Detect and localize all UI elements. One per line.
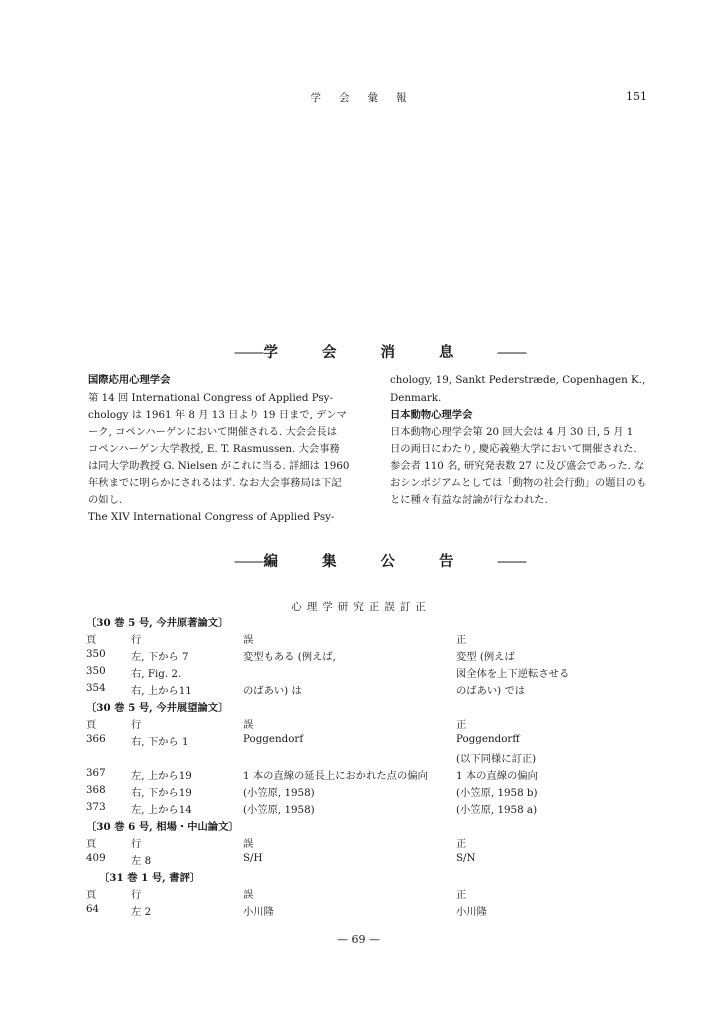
row-wrong: S/H [243,852,263,864]
right-col-line: chology, 19, Sankt Pederstræde, Copenhagen K., [390,374,646,386]
row-wrong: 1 本の直線の延長上におかれた点の偏向 [243,770,428,782]
row-right: 図全体を上下逆転させる [456,668,570,680]
col-header-line: 行 [131,634,142,646]
page-number: 151 [626,90,647,103]
left-col-line: chology は 1961 年 8 月 13 日より 19 日まで, デンマ [88,409,347,421]
row-right: (小笠原, 1958 a) [456,804,538,816]
row-right: (小笠原, 1958 b) [456,787,538,799]
errata-section-label [0,614,717,630]
col-header-right: 正 [456,719,467,731]
row-page: 366 [86,733,106,745]
col-header-page: 頁 [86,838,97,850]
left-col-line: コペンハーゲン大学教授, E. T. Rasmussen. 大会事務 [88,443,340,455]
section-title-editorial: ――編集公告―― [234,553,527,570]
left-col-line: 第 14 回 International Congress of Applied Psy- [88,392,333,404]
row-line: 左 8 [131,855,152,867]
col-header-page: 頁 [86,719,97,731]
col-header-line: 行 [131,719,142,731]
errata-row [0,750,717,766]
errata-column-header-row [0,886,717,902]
left-col-line: の如し. [88,494,123,506]
row-line: 左, 上から14 [131,804,192,816]
row-page: 354 [86,682,106,694]
col-header-wrong: 誤 [243,719,254,731]
col-header-line: 行 [131,838,142,850]
errata-section-label [0,699,717,715]
left-col-line: は同大学助教授 G. Nielsen がこれに当る. 詳細は 1960 [88,460,350,472]
row-line: 右, Fig. 2. [131,668,182,680]
row-wrong: 変型もある (例えば, [243,651,336,663]
row-right: 1 本の直線の偏向 [456,770,538,782]
col-header-right: 正 [456,889,467,901]
row-page: 409 [86,852,106,864]
row-right: のばあい) では [456,685,526,697]
row-right: Poggendorff [456,733,520,745]
section-label-text: 〔31 巻 1 号, 書評〕 [99,872,201,884]
row-page: 64 [86,903,100,915]
errata-section-label [0,818,717,834]
row-wrong: (小笠原, 1958) [243,804,315,816]
row-page: 367 [86,767,106,779]
col-header-wrong: 誤 [243,634,254,646]
right-col-line: 参会者 110 名, 研究発表数 27 に及び盛会であった. な [390,460,645,472]
left-col-line: The XIV International Congress of Applied Psy- [88,511,335,523]
right-col-line: Denmark. [390,392,442,404]
row-page: 350 [86,648,106,660]
row-right: 変型 (例えば [456,651,515,663]
running-header-title: 学会彙報 [310,92,425,104]
col-header-right: 正 [456,838,467,850]
row-wrong: (小笠原, 1958) [243,787,315,799]
errata-row [0,784,717,800]
footer-page-number: — 69 — [337,933,380,946]
left-col-line: ーク, コペンハーゲンにおいて開催される. 大会会長は [88,426,337,438]
row-page: 373 [86,801,106,813]
row-wrong: のばあい) は [243,685,302,697]
section-label-text: 〔30 巻 6 号, 相場・中山論文〕 [86,821,239,833]
right-col-line: 日本動物心理学会 [390,409,473,421]
col-header-line: 行 [131,889,142,901]
errata-row [0,665,717,681]
section-label-text: 〔30 巻 5 号, 今井展望論文〕 [86,702,229,714]
col-header-page: 頁 [86,889,97,901]
row-right: S/N [456,852,476,864]
section-title-editorial-text: 編集公告 [263,553,498,570]
right-col-line: おシンポジアムとしては「動物の社会行動」の題目のも [390,477,647,489]
row-line: 右, 下から 1 [131,736,189,748]
errata-row [0,648,717,664]
errata-row [0,852,717,868]
row-right: (以下同様に訂正) [456,753,537,765]
left-col-line: 年秋までに明らかにされるはず. なお大会事務局は下記 [88,477,342,489]
row-line: 左 2 [131,906,152,918]
col-header-page: 頁 [86,634,97,646]
row-page: 368 [86,784,106,796]
section-title-news: ――学会消息―― [234,344,527,361]
row-right: 小川隆 [456,906,487,918]
col-header-right: 正 [456,634,467,646]
errata-row [0,733,717,749]
row-wrong: Poggendorf [243,733,304,745]
errata-column-header-row [0,716,717,732]
errata-column-header-row [0,835,717,851]
section-title-news-text: 学会消息 [263,344,498,361]
errata-row [0,767,717,783]
right-col-line: 日の両日にわたり, 慶応義塾大学において開催された. [390,443,637,455]
col-header-wrong: 誤 [243,838,254,850]
section-label-text: 〔30 巻 5 号, 今井原著論文〕 [86,617,229,629]
row-wrong: 小川隆 [243,906,274,918]
left-col-line: 国際応用心理学会 [88,374,171,386]
row-page: 350 [86,665,106,677]
errata-column-header-row [0,631,717,647]
row-line: 左, 下から 7 [131,651,189,663]
row-line: 右, 上から11 [131,685,192,697]
errata-section-label [0,869,717,885]
right-col-line: とに種々有益な討論が行なわれた. [390,494,548,506]
errata-subtitle: 心理学研究正誤訂正 [291,601,431,613]
col-header-wrong: 誤 [243,889,254,901]
errata-row [0,903,717,919]
row-line: 右, 下から19 [131,787,192,799]
errata-row [0,682,717,698]
errata-row [0,801,717,817]
right-col-line: 日本動物心理学会第 20 回大会は 4 月 30 日, 5 月 1 [390,426,634,438]
row-line: 左, 上から19 [131,770,192,782]
